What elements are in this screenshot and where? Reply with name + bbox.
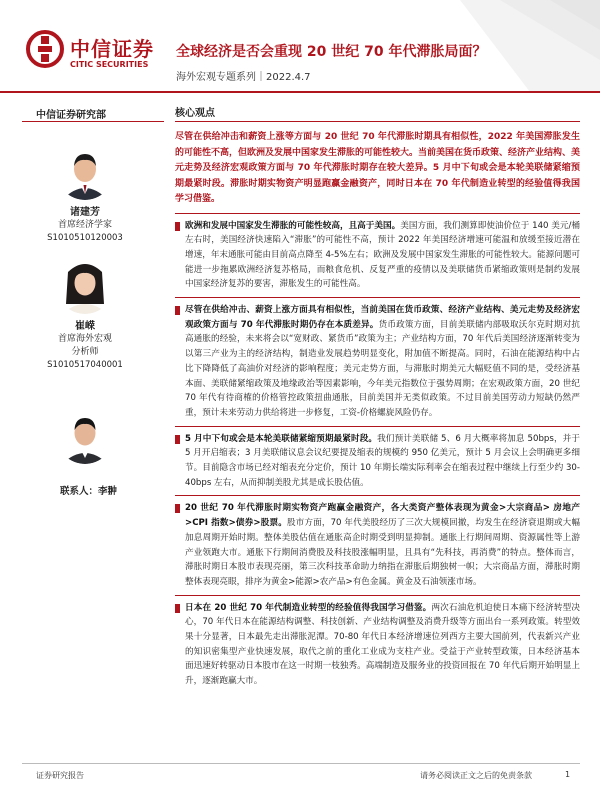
key-point-body: 货币政策方面，目前美联储内部吸取沃尔克时期对抗高通胀的经验，未来将会以“宽财政、紧货币”政策为主；产业结构方面，70 年代后美国经济逐渐转变为以第三产业为主的经济结构，制造业发展趋势明显变化，附加值不断提高。同时，石油在能源结构中占比下降降低了高油价对经济的影响程度；美元走势方面，与滞胀时期美元大幅贬值不同的是，受经济基本面、美联储紧缩政策及地缘政治等因素影响，今年美元指数位于强势周期；在宏观政策方面，20 世纪 70 年代有待商榷的价格管控政策扭曲通胀，目前美国并无类似政策。不过目前美国劳动力短缺仍然严重，预计未来劳动力供给将进一步修复，工资-价格螺旋风险仍存。 (185, 319, 580, 418)
key-point (175, 501, 580, 589)
section-divider (175, 595, 580, 596)
analyst-name: 诸建芳 (70, 207, 100, 218)
contact-card (0, 406, 170, 464)
section-heading: 核心观点 (175, 108, 215, 119)
key-summary: 尽管在供给冲击和薪资上涨等方面与 20 世纪 70 年代滞胀时期具有相似性，2022 年美国滞胀发生的可能性不高，但欧洲及发展中国家发生滞胀的可能性较大。当前美国在货币政策、经济产业结构、美元走势及经济宏观政策方面与 70 年代滞胀时期存在较大差异。5 月中下旬或会是本轮美联储紧缩预期最紧时段。滞胀时期实物资产明显跑赢金融资产，同时日本在 70 年代制造业转型的经验值得我国学习借鉴。 (175, 132, 581, 204)
analyst-cert: S1010510120003 (47, 233, 123, 243)
key-point-body: 美国方面，我们测算即使油价位于 140 美元/桶左右时，美国经济快速陷入“滞胀”的可能性不高，预计 2022 年美国经济增速可能温和放缓至接近潜在增速，年末通胀可能由目前高点降至 4-5%左右；欧洲及发展中国家发生滞胀的可能性较大。能源问题可能进一步拖累欧洲经济复苏格局，而粮食危机、反复严重的疫情以及美联储货币紧缩政策则是制约发展中国家经济复苏的要害，滞胀发生的可能性高。 (185, 220, 580, 290)
main-content (175, 106, 580, 689)
key-point (175, 601, 580, 689)
section-divider (175, 297, 580, 298)
key-point-lead: 欧洲和发展中国家发生滞胀的可能性较高，且高于美国。 (185, 220, 401, 231)
analyst-card (0, 142, 170, 245)
footer-disclaimer: 请务必阅读正文之后的免责条款 (420, 771, 532, 780)
bullet-marker (175, 604, 180, 613)
key-point (175, 303, 580, 421)
key-point-body: 股市方面，70 年代美股经历了三次大规模回撤，均发生在经济衰退期或大幅加息周期开始时期。整体美股估值在通胀高企时期受到明显抑制。通胀上行期间周期、资源属性等上游产业领跑大市。通胀下行期间消费股及科技股涨幅明显，且具有“先科技，再消费”的特点。整体而言，滞胀时期日本股市表现亮丽，第三次科技革命助力纳指在滞胀后期独树一帜；大宗商品方面，滞胀时期整体表现亮眼，排序为黄金>能源>农产品>有色金属。黄金及石油领涨市场。 (185, 518, 580, 587)
key-point-lead: 尽管在供给冲击、薪资上涨方面具有相似性，当前美国在货币政策、经济产业结构、美元走势及经济宏观政策方面与 70 年代滞胀时期仍存在本质差异。 (185, 305, 580, 330)
contact-photo (56, 406, 114, 464)
analyst-role: 首席海外宏观 (57, 334, 112, 344)
analyst-card (0, 256, 170, 372)
analyst-photo (56, 256, 114, 314)
page-number: 1 (565, 770, 571, 779)
key-point (175, 432, 580, 491)
brand-name-en: CITIC SECURITIES (70, 60, 149, 69)
bullet-marker (175, 222, 180, 231)
citic-emblem-icon (26, 30, 64, 68)
analyst-name: 崔嵘 (75, 321, 95, 332)
key-point-lead: 日本在 20 世纪 70 年代制造业转型的经验值得我国学习借鉴。 (185, 602, 432, 613)
contact-name: 联系人：李翀 (60, 486, 118, 497)
sidebar-divider (22, 121, 164, 122)
report-subtitle: 海外宏观专题系列｜2022.4.7 (176, 72, 311, 83)
section-divider (175, 495, 580, 496)
key-point (175, 219, 580, 293)
sidebar-heading: 中信证券研究部 (36, 110, 106, 121)
key-point-lead: 5 月中下旬或会是本轮美联储紧缩预期最紧时段。 (185, 433, 378, 444)
heading-divider (175, 121, 580, 122)
bullet-marker (175, 435, 180, 444)
section-divider (175, 213, 580, 214)
report-title: 全球经济是否会重现 20 世纪 70 年代滞胀局面？ (176, 44, 487, 60)
citic-logo (26, 30, 166, 74)
analyst-role: 首席经济学家 (57, 220, 112, 230)
bullet-marker (175, 504, 180, 513)
header-divider (0, 91, 600, 93)
report-header (0, 0, 600, 92)
footer-report-type: 证券研究报告 (36, 771, 84, 780)
key-point-body: 两次石油危机迫使日本痛下经济转型决心，70 年代日本在能源结构调整、科技创新、产业结构调整及消费升级等方面出台一系列政策。转型效果十分显著，日本最先走出滞胀泥潭。70-80 年代日本经济增速位列西方主要大国前列，代表新兴产业的知识密集型产业快速发展，取代之前的重化工业成为支柱产业。受益于产业转型政策，日本经济基本面迅速好转驱动日本股市在这一时期一枝独秀。高端制造及服务业的投资回报在 70 年代后期开始明显上升，逐渐跑赢大市。 (185, 602, 580, 687)
footer-divider (22, 763, 580, 764)
analyst-cert: S1010517040001 (47, 360, 123, 370)
key-point-body: 我们预计美联储 5、6 月大概率将加息 50bps，并于 5 月开启缩表；3 月美联储议息会议纪要提及缩表的规模约 950 亿美元，预计 5 月会议上会明确更多细节。目前隐含市场已经对缩表充分定价，预计 10 年期长端实际利率会在缩表过程中继续上行至少约 30-40bps 左右，从而抑制美股尤其是成长股估值。 (185, 433, 580, 488)
section-divider (175, 426, 580, 427)
analyst-photo (56, 142, 114, 200)
bullet-marker (175, 306, 180, 315)
analyst-role-line2: 分析师 (71, 347, 99, 357)
brand-name-cn: 中信证券 (70, 37, 154, 61)
key-point-lead: 20 世纪 70 年代滞胀时期实物资产跑赢金融资产，各大类资产整体表现为黄金>大宗商品> 房地产>CPI 指数>债券>股票。 (185, 503, 580, 529)
